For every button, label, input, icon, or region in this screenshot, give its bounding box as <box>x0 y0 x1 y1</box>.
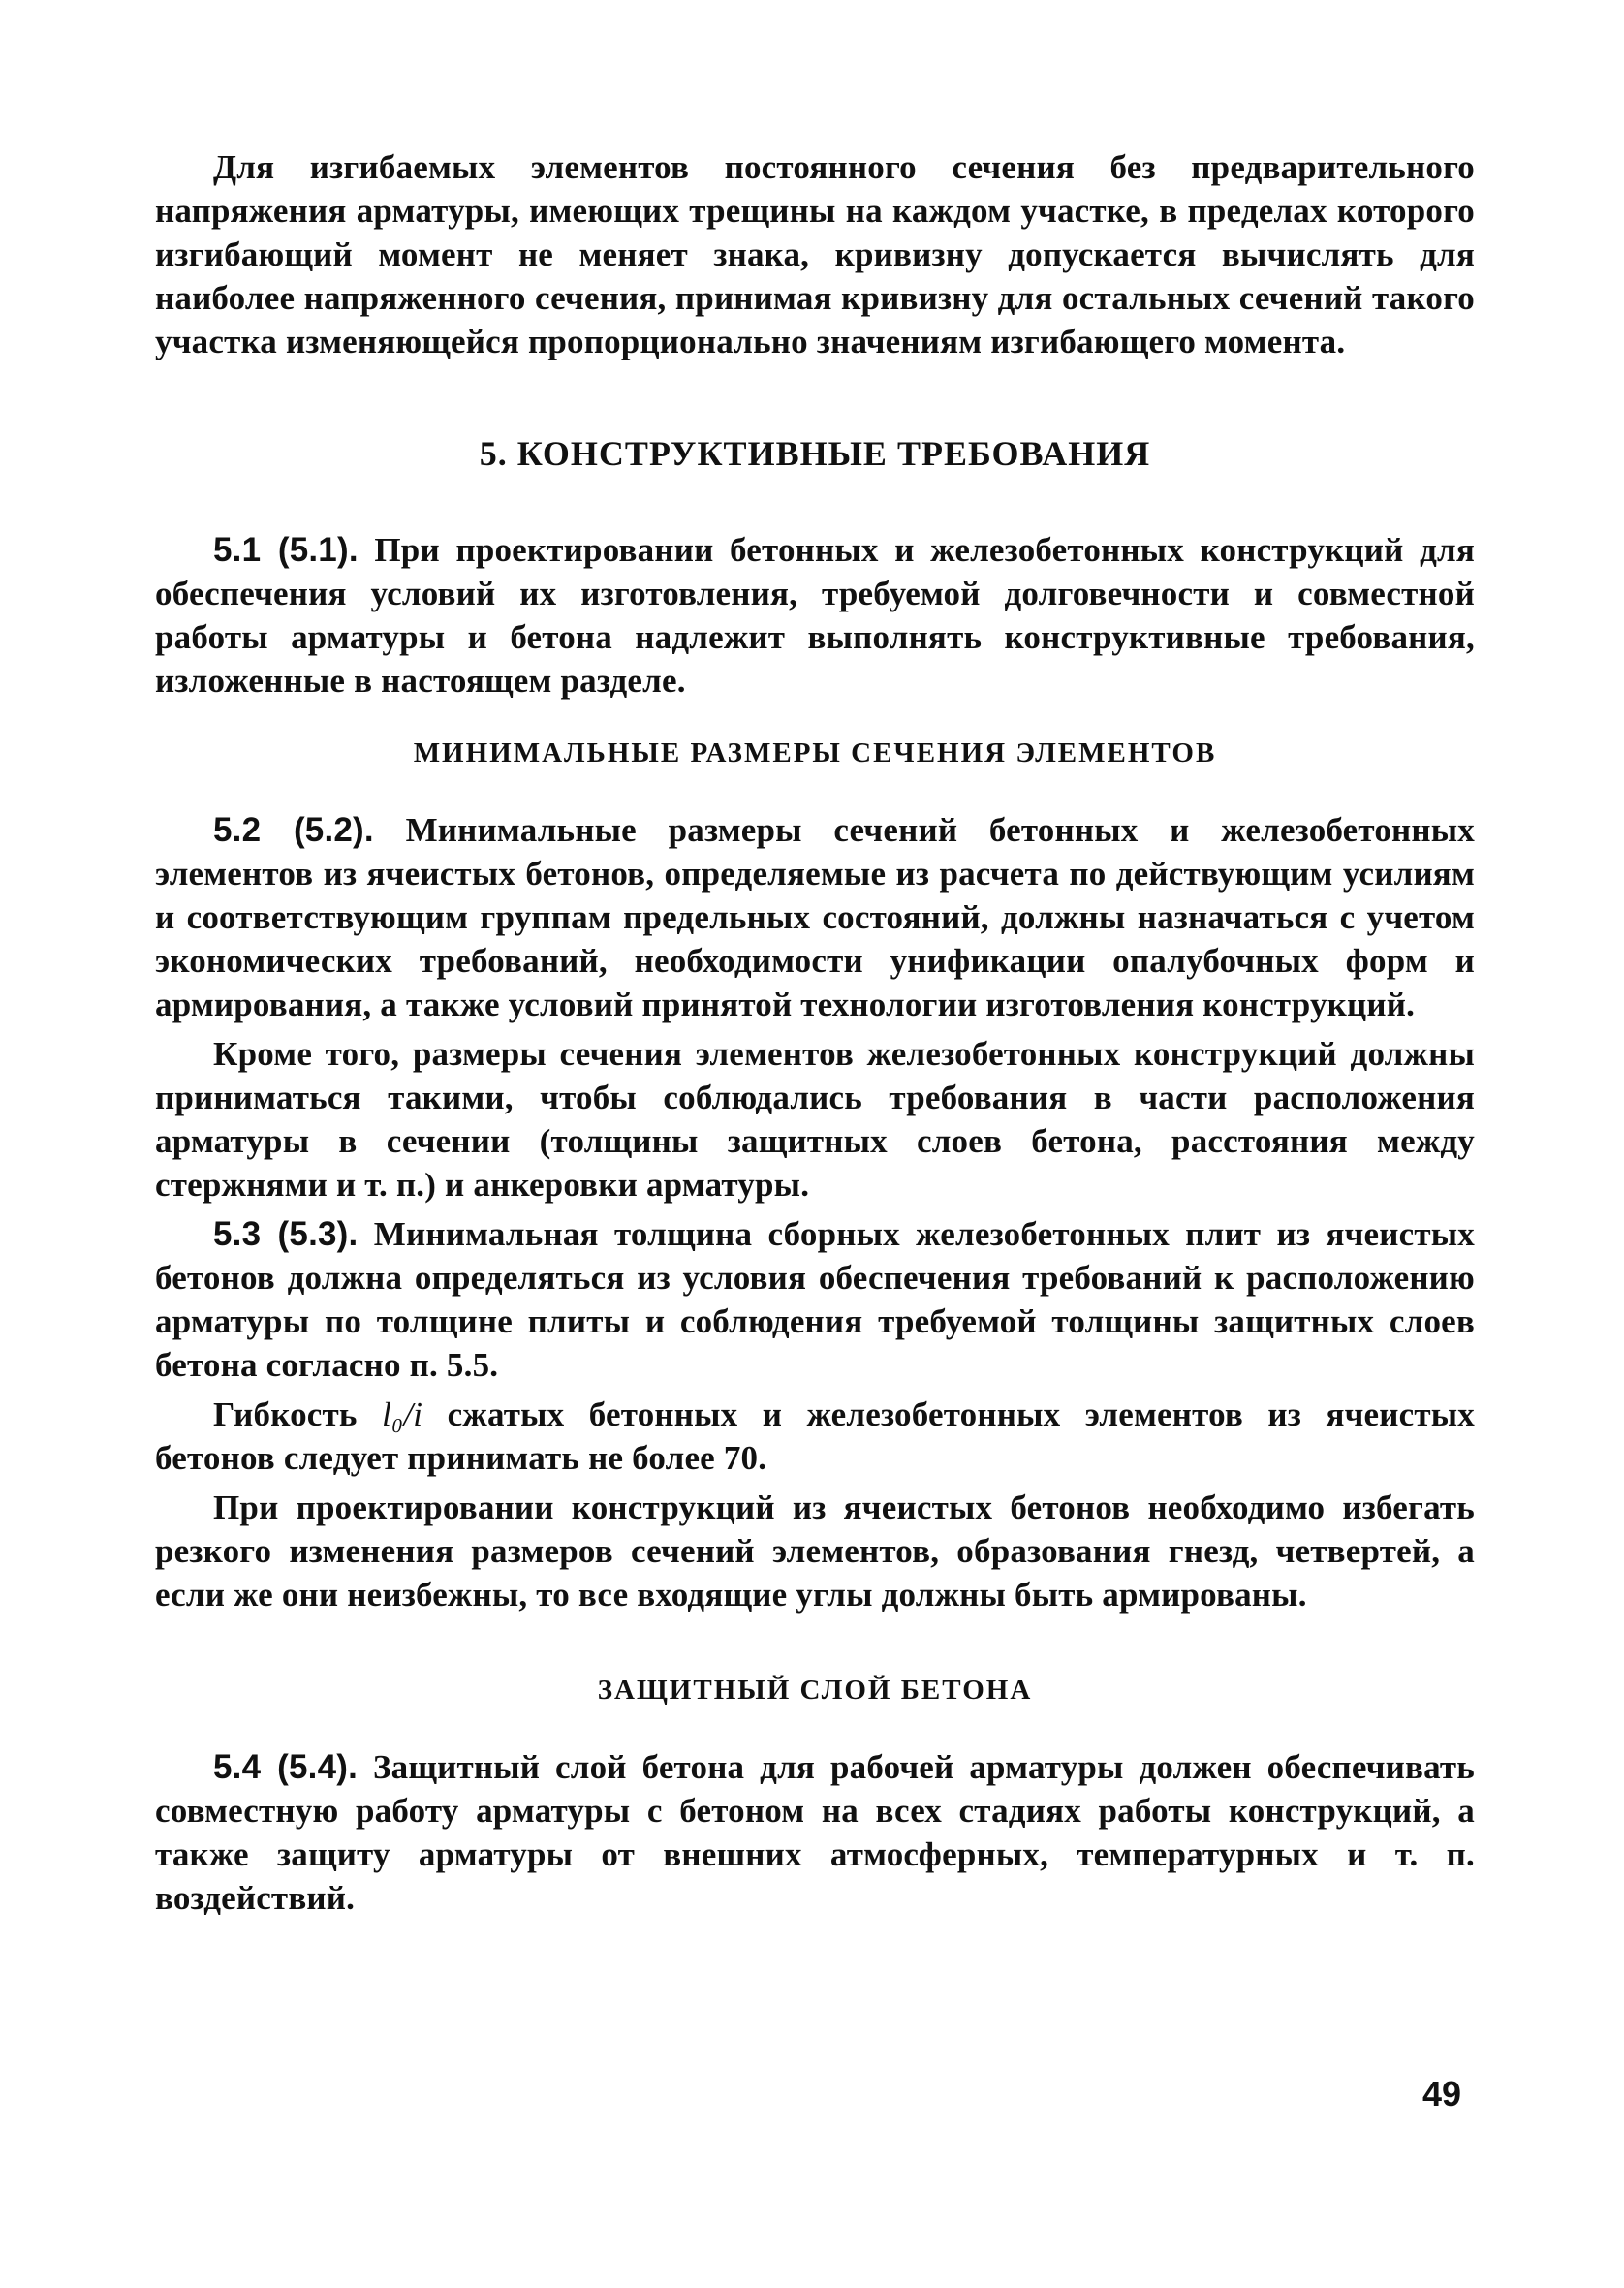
clause-5-2-text: Минимальные размеры сечений бетонных и железобетонных элементов из ячеистых бетонов, определяемые из расчета по действующим усилиям и соответствующим группам предельных состояний, должны назначаться с учетом экономических требований, необходимости унификации опалубочных форм и армирования, а также условий принятой технологии изготовления конструкций. <box>155 811 1476 1023</box>
clause-5-2-number: 5.2 (5.2). <box>213 811 374 849</box>
clause-5-3 <box>155 1212 1475 1387</box>
flexibility-before: Гибкость <box>213 1395 383 1433</box>
subheading-min-sizes: МИНИМАЛЬНЫЕ РАЗМЕРЫ СЕЧЕНИЯ ЭЛЕМЕНТОВ <box>413 737 1217 768</box>
document-page <box>155 145 1475 1920</box>
clause-5-3-text: Минимальная толщина сборных железобетонных плит из ячеистых бетонов должна определяться из условия обеспечения требований к расположению арматуры по толщине плиты и соблюдения требуемой толщины защитных слоев бетона согласно п. 5.5. <box>155 1215 1476 1384</box>
clause-5-4-text: Защитный слой бетона для рабочей арматуры должен обеспечивать совместную работу арматуры с бетоном на всех стадиях работы конструкций, а также защиту арматуры от внешних атмосферных, температурных и т. п. воздействий. <box>155 1748 1475 1917</box>
clause-5-1-number: 5.1 (5.1). <box>213 531 359 569</box>
intro-paragraph: Для изгибаемых элементов постоянного сечения без предварительного напряжения арматуры, имеющих трещины на каждом участке, в пределах которого изгибающий момент не меняет знака, кривизну допускается вычислять для наиболее напряженного сечения, принимая кривизну для остальных сечений такого участка изменяющейся пропорционально значениям изгибающего момента. <box>155 148 1475 360</box>
flexibility-after: сжатых бетонных и железобетонных элементов из ячеистых бетонов следует принимать не более 70. <box>155 1395 1476 1477</box>
clause-5-4 <box>155 1745 1475 1920</box>
clause-5-1-text: При проектировании бетонных и железобетонных конструкций для обеспечения условий их изготовления, требуемой долговечности и совместной работы арматуры и бетона надлежит выполнять конструктивные требования, изложенные в настоящем разделе. <box>155 531 1475 700</box>
flexibility-formula: l₀/i <box>382 1395 423 1433</box>
paragraph-design: При проектировании конструкций из ячеистых бетонов необходимо избегать резкого изменения размеров сечений элементов, образования гнезд, четвертей, а если же они неизбежны, то все входящие углы должны быть армированы. <box>155 1489 1475 1614</box>
clause-5-4-number: 5.4 (5.4). <box>213 1748 359 1786</box>
clause-5-1 <box>155 528 1475 703</box>
clause-5-2 <box>155 808 1475 1026</box>
page-number: 49 <box>1421 2074 1461 2114</box>
clause-5-3-number: 5.3 (5.3). <box>213 1215 359 1253</box>
subheading-protective-layer: ЗАЩИТНЫЙ СЛОЙ БЕТОНА <box>597 1675 1033 1706</box>
section-title: 5. КОНСТРУКТИВНЫЕ ТРЕБОВАНИЯ <box>479 434 1151 473</box>
paragraph-flexibility <box>155 1393 1475 1480</box>
paragraph-besides: Кроме того, размеры сечения элементов железобетонных конструкций должны приниматься такими, чтобы соблюдались требования в части расположения арматуры в сечении (толщины защитных слоев бетона, расстояния между стержнями и т. п.) и анкеровки арматуры. <box>155 1035 1475 1204</box>
